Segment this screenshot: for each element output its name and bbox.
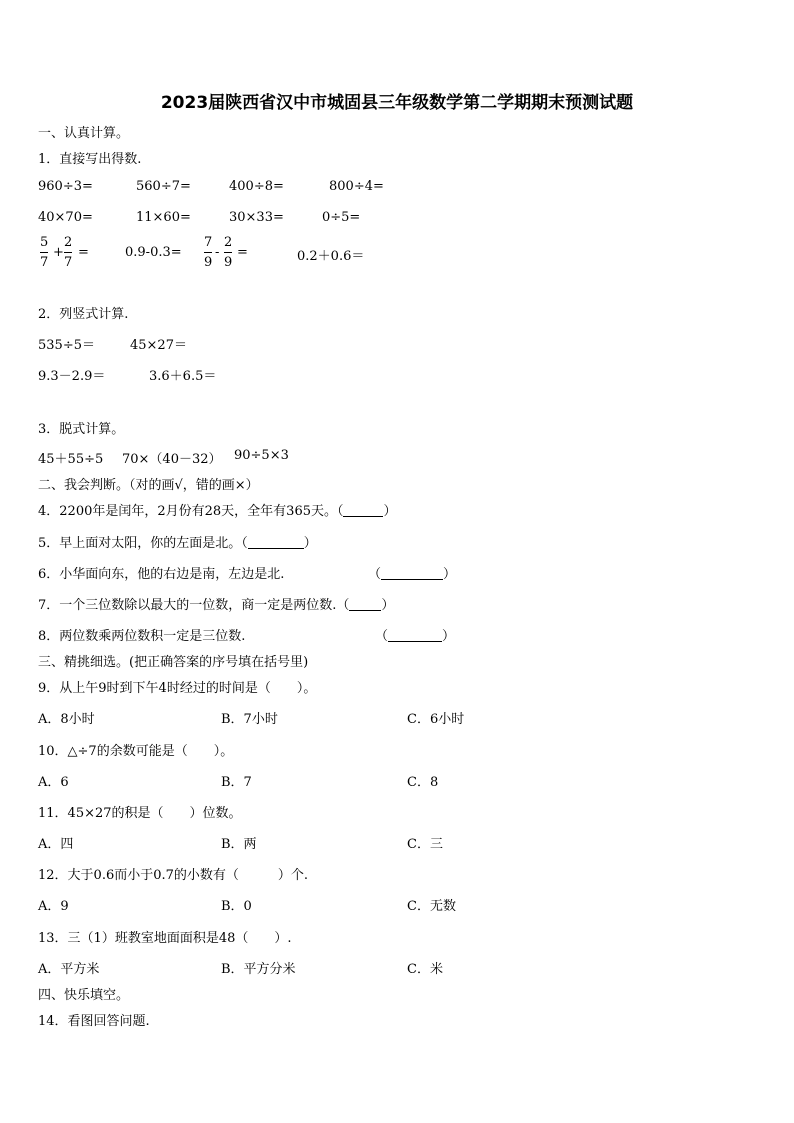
q11-text: 11．45×27的积是（ ）位数。 — [38, 806, 242, 821]
answer-blank[interactable] — [388, 629, 442, 642]
fraction-denominator: 9 — [224, 255, 233, 270]
minus-sign: - — [215, 245, 220, 260]
q12-option-c[interactable]: C．无数 — [407, 899, 456, 914]
q1-row1-item: 400÷8= — [229, 179, 284, 194]
q1-row2-item: 30×33= — [229, 210, 284, 225]
q4-line — [38, 500, 397, 519]
fraction-7-9 — [204, 235, 212, 270]
q9-option-c[interactable]: C．6小时 — [407, 712, 465, 727]
section4-heading: 四、快乐填空。 — [38, 988, 130, 1003]
q12-text: 12．大于0.6而小于0.7的小数有（ ）个. — [38, 868, 309, 883]
q1-row3-item: 0.2＋0.6＝ — [297, 249, 365, 264]
q11-option-b[interactable]: B．两 — [221, 837, 257, 852]
q4-text: 4．2200年是闰年，2月份有28天，全年有365天。（ — [38, 504, 344, 519]
q5-close-paren: ） — [303, 536, 317, 551]
fraction-numerator: 7 — [204, 235, 213, 250]
equals-sign: = — [237, 245, 248, 260]
equals-sign: = — [78, 245, 89, 260]
q1-row2-item: 0÷5= — [322, 210, 361, 225]
q10-option-c[interactable]: C．8 — [407, 775, 439, 790]
q11-option-c[interactable]: C．三 — [407, 837, 443, 852]
q2-item: 535÷5＝ — [38, 338, 95, 353]
q6-close-paren: ） — [443, 567, 457, 582]
q12-option-a[interactable]: A．9 — [38, 899, 69, 914]
answer-blank[interactable] — [349, 598, 381, 611]
q7-line — [38, 594, 394, 613]
q8-text: 8．两位数乘两位数积一定是三位数. — [38, 629, 246, 644]
q10-option-b[interactable]: B．7 — [221, 775, 252, 790]
q5-line — [38, 532, 317, 551]
q3-item: 70×（40－32） — [122, 452, 222, 467]
fraction-denominator: 7 — [64, 255, 73, 270]
q7-text: 7．一个三位数除以最大的一位数，商一定是两位数.（ — [38, 598, 350, 613]
q3-item: 90÷5×3 — [234, 448, 289, 463]
q1-label: 1．直接写出得数. — [38, 152, 142, 167]
q9-option-a[interactable]: A．8小时 — [38, 712, 95, 727]
q4-close-paren: ） — [383, 504, 397, 519]
q1-row3-item: 0.9-0.3= — [125, 245, 182, 260]
q6-answer — [368, 563, 456, 582]
fraction-denominator: 7 — [40, 255, 49, 270]
answer-blank[interactable] — [381, 567, 443, 580]
q2-item: 9.3－2.9＝ — [38, 369, 106, 384]
q6-open-paren: （ — [368, 567, 382, 582]
fraction-2-9 — [224, 235, 232, 270]
q1-row1-item: 960÷3= — [38, 179, 93, 194]
q5-text: 5．早上面对太阳，你的左面是北。（ — [38, 536, 248, 551]
q8-open-paren: （ — [375, 629, 389, 644]
q2-label: 2．列竖式计算. — [38, 307, 129, 322]
q8-answer — [375, 625, 455, 644]
q13-text: 13．三（1）班教室地面面积是48（ ）. — [38, 931, 292, 946]
section3-heading: 三、精挑细选。(把正确答案的序号填在括号里) — [38, 655, 309, 670]
fraction-numerator: 2 — [64, 235, 73, 250]
q6-text: 6．小华面向东，他的右边是南，左边是北. — [38, 567, 285, 582]
q8-close-paren: ） — [442, 629, 456, 644]
section2-heading: 二、我会判断。（对的画√，错的画×） — [38, 478, 259, 493]
answer-blank[interactable] — [343, 504, 383, 517]
q9-option-b[interactable]: B．7小时 — [221, 712, 278, 727]
fraction-2-7 — [64, 235, 72, 270]
fraction-bar — [64, 252, 72, 253]
q1-row2-item: 40×70= — [38, 210, 93, 225]
q3-label: 3．脱式计算。 — [38, 422, 125, 437]
q13-option-a[interactable]: A．平方米 — [38, 962, 100, 977]
q10-option-a[interactable]: A．6 — [38, 775, 69, 790]
section1-heading: 一、认真计算。 — [38, 126, 130, 141]
q11-option-a[interactable]: A．四 — [38, 837, 74, 852]
q7-close-paren: ） — [381, 598, 395, 613]
fraction-numerator: 2 — [224, 235, 233, 250]
fraction-bar — [204, 252, 212, 253]
q1-row1-item: 560÷7= — [136, 179, 191, 194]
q10-text: 10．△÷7的余数可能是（ ）。 — [38, 744, 234, 759]
fraction-denominator: 9 — [204, 255, 213, 270]
q1-row2-item: 11×60= — [136, 210, 191, 225]
fraction-5-7 — [40, 235, 48, 270]
fraction-numerator: 5 — [40, 235, 49, 250]
q2-item: 3.6＋6.5＝ — [149, 369, 217, 384]
page-title: 2023届陕西省汉中市城固县三年级数学第二学期期末预测试题 — [160, 93, 634, 113]
q1-row1-item: 800÷4= — [329, 179, 384, 194]
plus-sign: + — [53, 245, 64, 260]
q12-option-b[interactable]: B．0 — [221, 899, 252, 914]
q14-text: 14．看图回答问题. — [38, 1014, 150, 1029]
fraction-bar — [224, 252, 232, 253]
q2-item: 45×27＝ — [130, 338, 187, 353]
q13-option-c[interactable]: C．米 — [407, 962, 443, 977]
answer-blank[interactable] — [248, 536, 304, 549]
q13-option-b[interactable]: B．平方分米 — [221, 962, 296, 977]
fraction-bar — [40, 252, 48, 253]
q9-text: 9．从上午9时到下午4时经过的时间是（ ）。 — [38, 681, 317, 696]
q3-item: 45＋55÷5 — [38, 452, 104, 467]
